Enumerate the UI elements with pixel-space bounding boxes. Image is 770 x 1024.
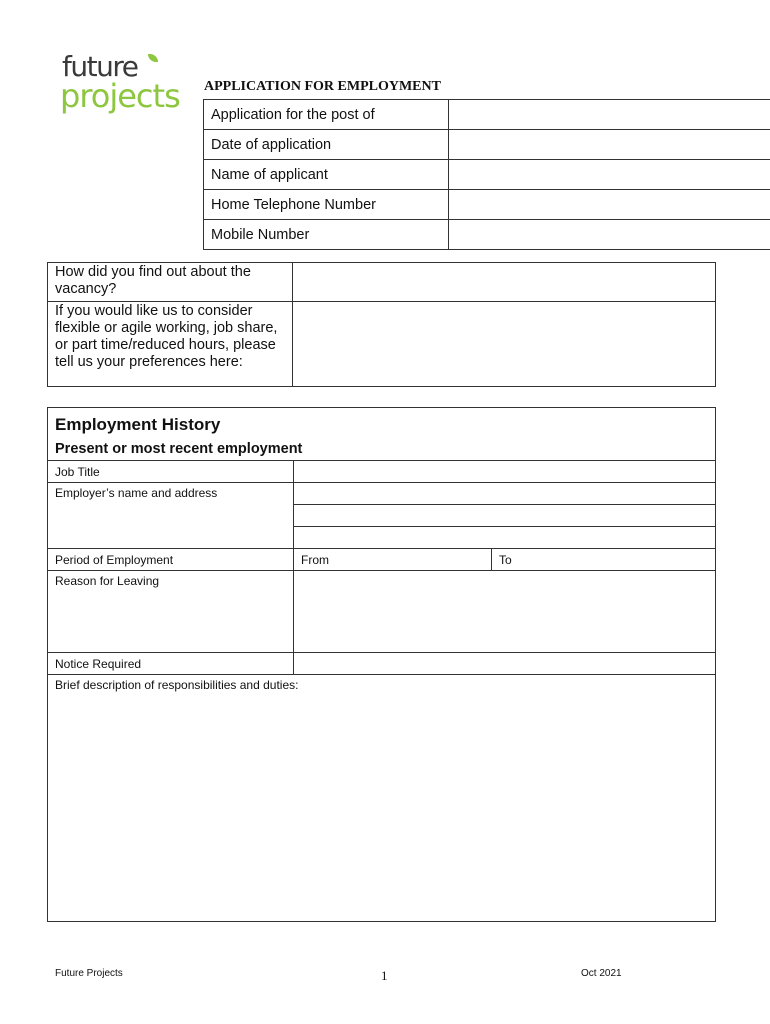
field-label: Application for the post of — [204, 100, 449, 130]
table-row — [48, 263, 716, 302]
applicant-details-table — [203, 99, 770, 250]
table-row — [48, 483, 716, 505]
section-subheading: Present or most recent employment — [55, 441, 303, 457]
future-projects-logo — [60, 52, 190, 122]
table-row — [48, 408, 716, 461]
footer-date: Oct 2021 — [581, 968, 622, 979]
employer-address-line[interactable] — [294, 527, 716, 549]
period-to-field[interactable]: To — [492, 549, 716, 571]
vacancy-table — [47, 262, 716, 387]
employer-address-line[interactable] — [294, 483, 716, 505]
field-label: Name of applicant — [204, 160, 449, 190]
field-label: Job Title — [48, 461, 294, 483]
vacancy-source-field[interactable] — [293, 263, 716, 302]
notice-required-field[interactable] — [294, 653, 716, 675]
leaf-icon — [148, 54, 158, 62]
period-from-field[interactable]: From — [294, 549, 492, 571]
responsibilities-field[interactable]: Brief description of responsibilities and duties: — [48, 675, 716, 922]
field-label: Employer’s name and address — [48, 483, 294, 549]
table-row — [48, 549, 716, 571]
table-row — [204, 190, 770, 220]
section-heading: Employment History — [55, 415, 221, 434]
mobile-number-field[interactable] — [449, 220, 770, 250]
employment-history-table — [47, 407, 716, 922]
field-label: Period of Employment — [48, 549, 294, 571]
document-title: APPLICATION FOR EMPLOYMENT — [204, 79, 441, 94]
home-telephone-field[interactable] — [449, 190, 770, 220]
table-row — [204, 220, 770, 250]
field-label: Date of application — [204, 130, 449, 160]
logo-word-projects: projects — [60, 77, 180, 115]
table-row — [204, 130, 770, 160]
logo-word-future: future — [62, 50, 138, 83]
field-label: Reason for Leaving — [48, 571, 294, 653]
table-row — [48, 653, 716, 675]
table-row — [204, 160, 770, 190]
table-row — [204, 100, 770, 130]
table-row — [48, 461, 716, 483]
date-of-application-field[interactable] — [449, 130, 770, 160]
post-applied-field[interactable] — [449, 100, 770, 130]
applicant-name-field[interactable] — [449, 160, 770, 190]
reason-for-leaving-field[interactable] — [294, 571, 716, 653]
field-label: Mobile Number — [204, 220, 449, 250]
field-label: How did you find out about the vacancy? — [48, 263, 293, 302]
table-row — [48, 675, 716, 922]
footer-organisation: Future Projects — [55, 968, 123, 979]
flexible-working-field[interactable] — [293, 302, 716, 387]
table-row — [48, 571, 716, 653]
field-label: If you would like us to consider flexible or agile working, job share, or part time/reduced hours, please tell us your preferences here: — [48, 302, 293, 387]
page-number: 1 — [381, 968, 388, 983]
employment-header-cell — [48, 408, 716, 461]
table-row — [48, 302, 716, 387]
employer-address-line[interactable] — [294, 505, 716, 527]
job-title-field[interactable] — [294, 461, 716, 483]
field-label: Home Telephone Number — [204, 190, 449, 220]
field-label: Notice Required — [48, 653, 294, 675]
